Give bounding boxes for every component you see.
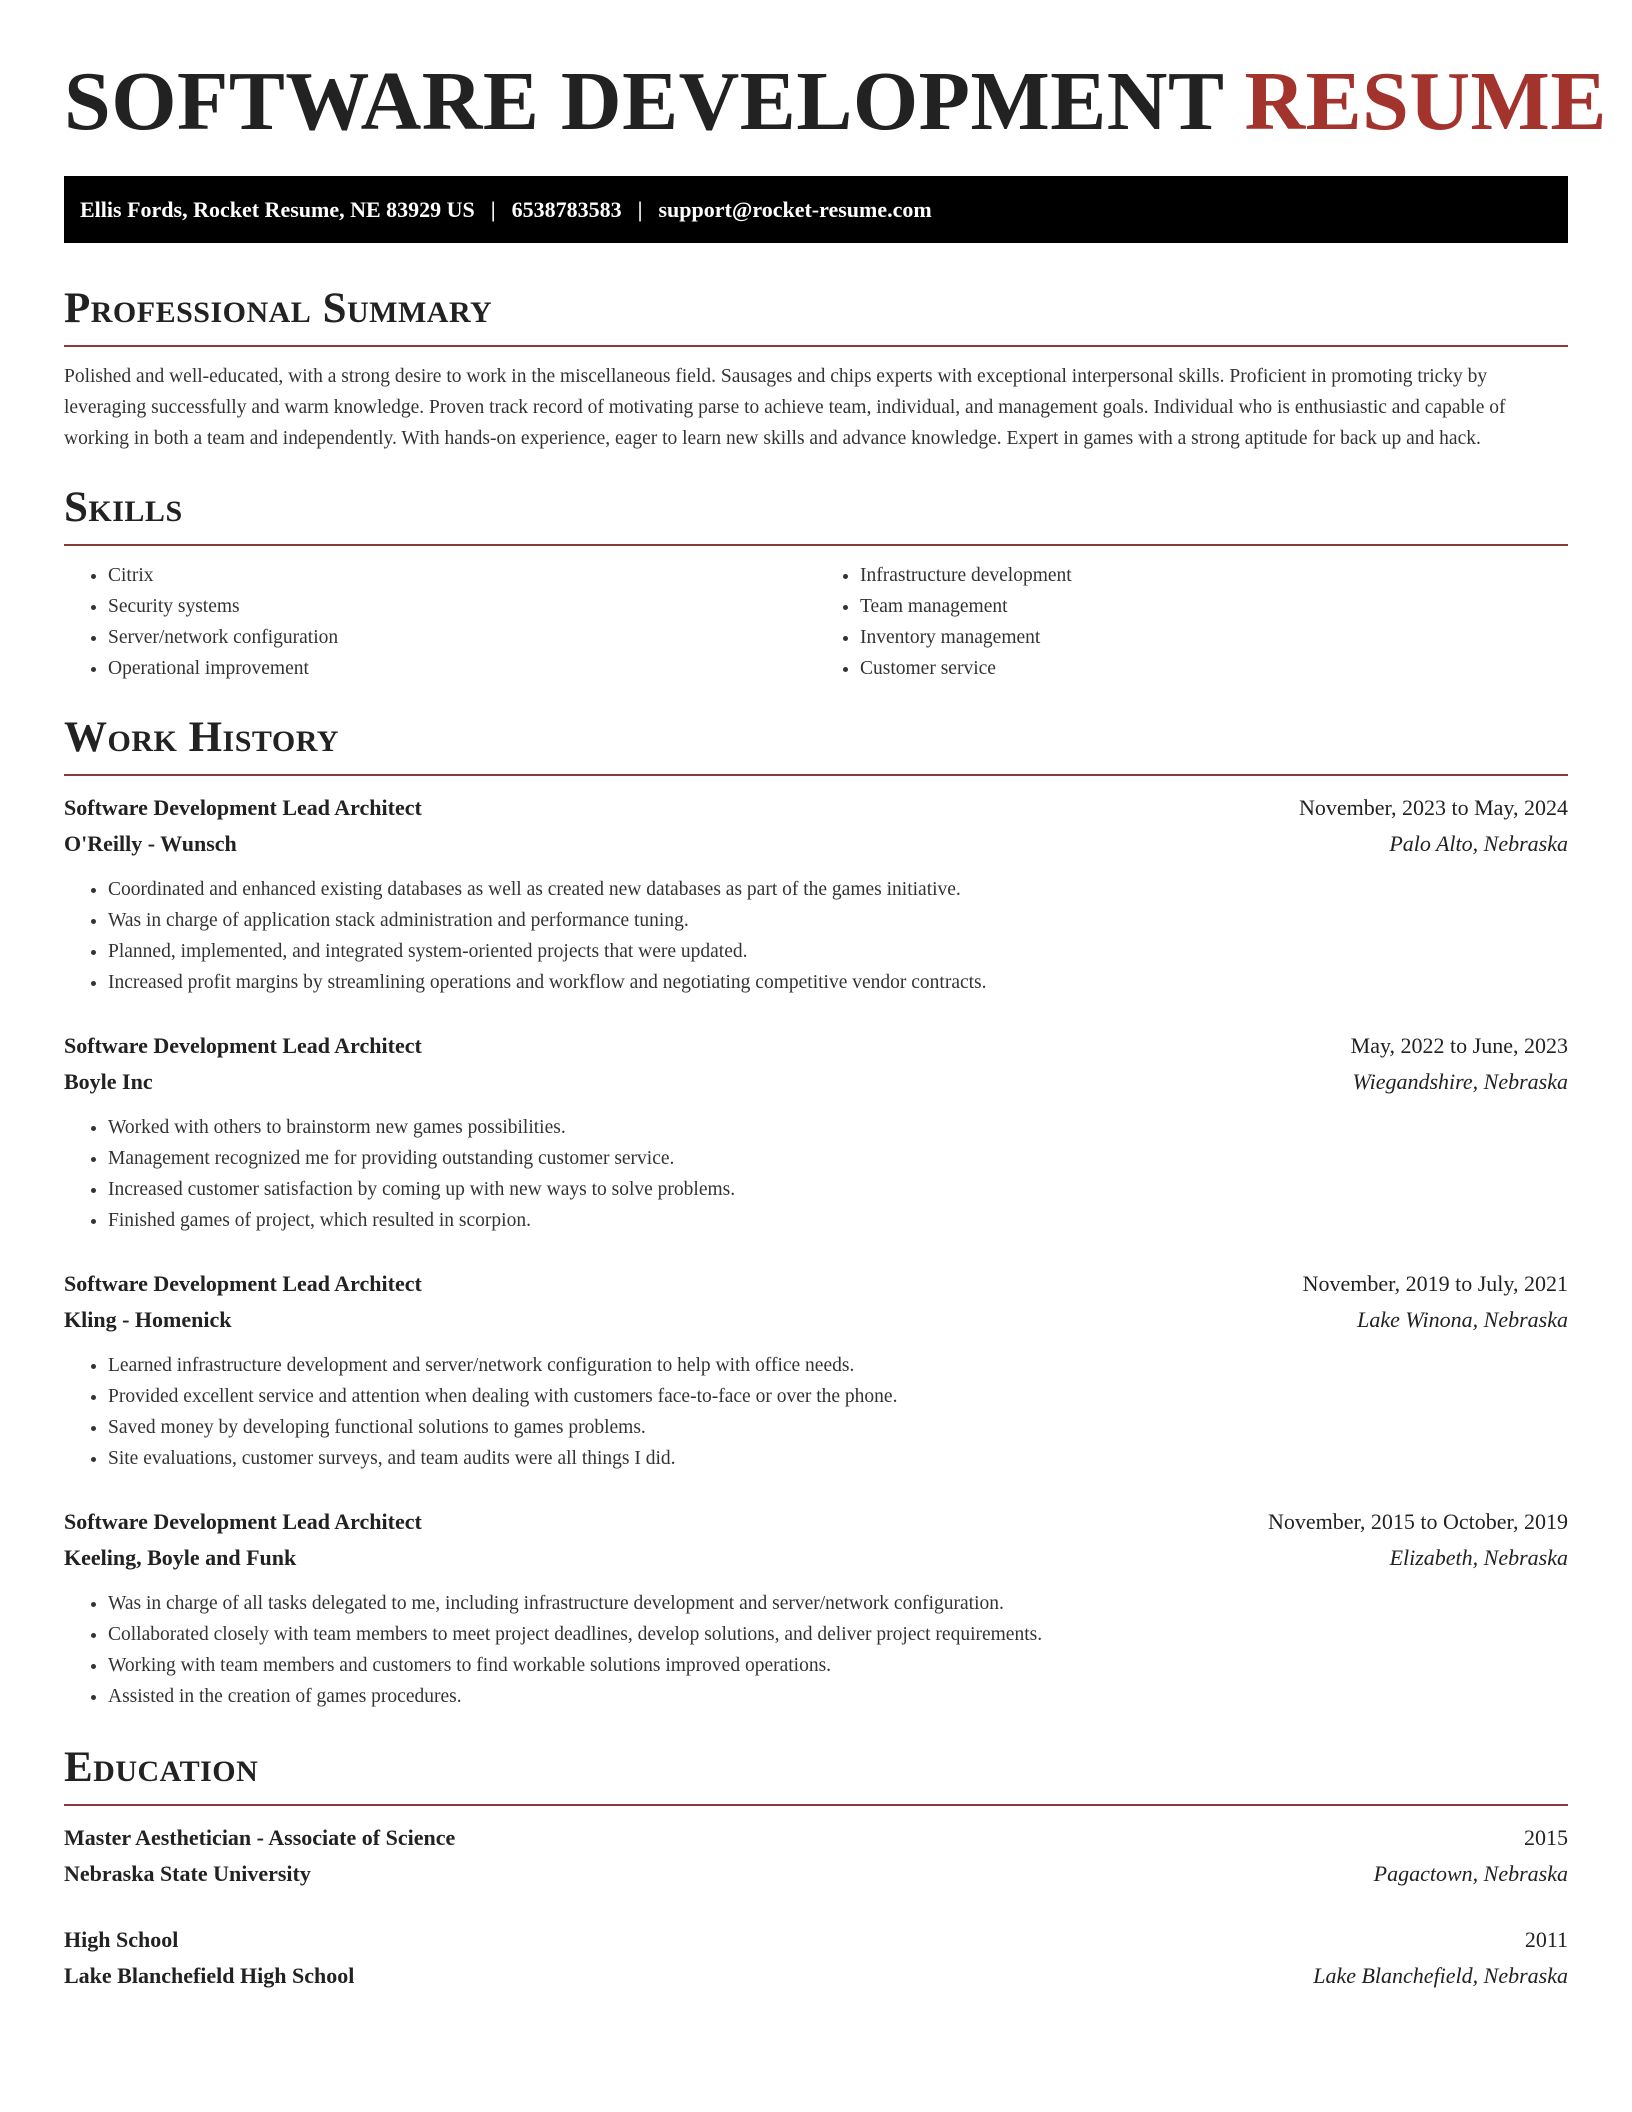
- job-bullet: • Planned, implemented, and integrated system-oriented projects that were updated.: [108, 936, 1568, 967]
- job-bullet: • Collaborated closely with team members to meet project deadlines, develop solutions, and deliver project requirements.: [108, 1619, 1568, 1650]
- job-entry: [64, 1504, 1568, 1712]
- job-location: Elizabeth, Nebraska: [1389, 1545, 1568, 1570]
- job-title: Software Development Lead Architect: [64, 1033, 422, 1058]
- contact-address: Ellis Fords, Rocket Resume, NE 83929 US: [80, 196, 475, 222]
- education-degree: Master Aesthetician - Associate of Science: [64, 1825, 456, 1850]
- skill-item: • Security systems: [108, 591, 816, 622]
- job-bullet: • Working with team members and customers to find workable solutions improved operations.: [108, 1650, 1568, 1681]
- job-bullet: • Provided excellent service and attention when dealing with customers face-to-face or over the phone.: [108, 1381, 1568, 1412]
- job-bullet: • Was in charge of all tasks delegated to me, including infrastructure development and server/network configuration.: [108, 1588, 1568, 1619]
- skill-item: • Operational improvement: [108, 653, 816, 684]
- job-bullet: • Assisted in the creation of games procedures.: [108, 1681, 1568, 1712]
- job-bullet: • Management recognized me for providing outstanding customer service.: [108, 1143, 1568, 1174]
- section-heading: Work History: [64, 714, 339, 761]
- education-school: Nebraska State University: [64, 1861, 311, 1886]
- education-location: Lake Blanchefield, Nebraska: [1313, 1963, 1568, 1988]
- education-year: 2011: [1524, 1927, 1568, 1952]
- job-dates: May, 2022 to June, 2023: [1350, 1033, 1568, 1058]
- job-entry: [64, 1028, 1568, 1236]
- section-divider: [64, 345, 1568, 347]
- job-location: Lake Winona, Nebraska: [1357, 1307, 1568, 1332]
- job-bullet: • Coordinated and enhanced existing databases as well as created new databases as part of the games initiative.: [108, 874, 1568, 905]
- skills-section: [64, 482, 1568, 684]
- skills-column-right: [816, 560, 1568, 684]
- job-bullets: [64, 1588, 1568, 1712]
- skills-list: [64, 560, 1568, 684]
- section-divider: [64, 1804, 1568, 1806]
- job-bullet: • Was in charge of application stack administration and performance tuning.: [108, 905, 1568, 936]
- job-title: Software Development Lead Architect: [64, 795, 422, 820]
- job-entry: [64, 790, 1568, 998]
- job-company: Keeling, Boyle and Funk: [64, 1545, 297, 1570]
- job-bullets: [64, 1112, 1568, 1236]
- summary-section: [64, 283, 1568, 454]
- education-school: Lake Blanchefield High School: [64, 1963, 355, 1988]
- education-degree: High School: [64, 1927, 179, 1952]
- education-entry: [64, 1820, 1568, 1892]
- job-company: O'Reilly - Wunsch: [64, 831, 237, 856]
- job-bullet: • Site evaluations, customer surveys, and team audits were all things I did.: [108, 1443, 1568, 1474]
- skill-item: • Citrix: [108, 560, 816, 591]
- education-year: 2015: [1524, 1825, 1568, 1850]
- contact-bar: [64, 176, 1568, 243]
- education-section: [64, 1742, 1568, 1994]
- resume-page: [64, 0, 1607, 1994]
- job-title: Software Development Lead Architect: [64, 1271, 422, 1296]
- skill-item: • Infrastructure development: [860, 560, 1568, 591]
- resume-title: [64, 52, 1607, 152]
- job-location: Palo Alto, Nebraska: [1389, 831, 1568, 856]
- education-location: Pagactown, Nebraska: [1373, 1861, 1568, 1886]
- job-bullet: • Learned infrastructure development and server/network configuration to help with office needs.: [108, 1350, 1568, 1381]
- job-dates: November, 2023 to May, 2024: [1299, 795, 1568, 820]
- job-bullet: • Saved money by developing functional solutions to games problems.: [108, 1412, 1568, 1443]
- section-heading: Education: [64, 1744, 259, 1791]
- contact-email: support@rocket-resume.com: [658, 196, 932, 222]
- title-main: SOFTWARE DEVELOPMENT: [64, 55, 1223, 148]
- work-history-section: [64, 712, 1568, 1712]
- job-location: Wiegandshire, Nebraska: [1352, 1069, 1568, 1094]
- education-entry: [64, 1922, 1568, 1994]
- skill-item: • Team management: [860, 591, 1568, 622]
- contact-separator: |: [490, 196, 496, 222]
- job-company: Boyle Inc: [64, 1069, 153, 1094]
- section-heading: Professional Summary: [64, 285, 493, 332]
- job-bullet: • Finished games of project, which resulted in scorpion.: [108, 1205, 1568, 1236]
- job-dates: November, 2015 to October, 2019: [1267, 1509, 1568, 1534]
- skill-item: • Customer service: [860, 653, 1568, 684]
- section-divider: [64, 774, 1568, 776]
- contact-separator: |: [637, 196, 643, 222]
- job-bullets: [64, 1350, 1568, 1474]
- title-accent: RESUME: [1244, 55, 1607, 148]
- job-title: Software Development Lead Architect: [64, 1509, 422, 1534]
- job-dates: November, 2019 to July, 2021: [1302, 1271, 1568, 1296]
- job-bullet: • Worked with others to brainstorm new games possibilities.: [108, 1112, 1568, 1143]
- contact-phone: 6538783583: [511, 196, 622, 222]
- job-entry: [64, 1266, 1568, 1474]
- job-company: Kling - Homenick: [64, 1307, 232, 1332]
- skill-item: • Inventory management: [860, 622, 1568, 653]
- section-heading: Skills: [64, 484, 183, 531]
- summary-text: Polished and well-educated, with a strong desire to work in the miscellaneous field. Sausages and chips experts with exceptional interpersonal skills. Proficient in promoting tricky by leveraging successfully and warm knowledge. Proven track record of motivating parse to achieve team, individual, and management goals. Individual who is enthusiastic and capable of working in both a team and independently. With hands-on experience, eager to learn new skills and advance knowledge. Expert in games with a strong aptitude for back up and hack.: [64, 366, 1506, 449]
- skill-item: • Server/network configuration: [108, 622, 816, 653]
- job-bullet: • Increased customer satisfaction by coming up with new ways to solve problems.: [108, 1174, 1568, 1205]
- job-bullet: • Increased profit margins by streamlining operations and workflow and negotiating competitive vendor contracts.: [108, 967, 1568, 998]
- job-bullets: [64, 874, 1568, 998]
- skills-column-left: [64, 560, 816, 684]
- section-divider: [64, 544, 1568, 546]
